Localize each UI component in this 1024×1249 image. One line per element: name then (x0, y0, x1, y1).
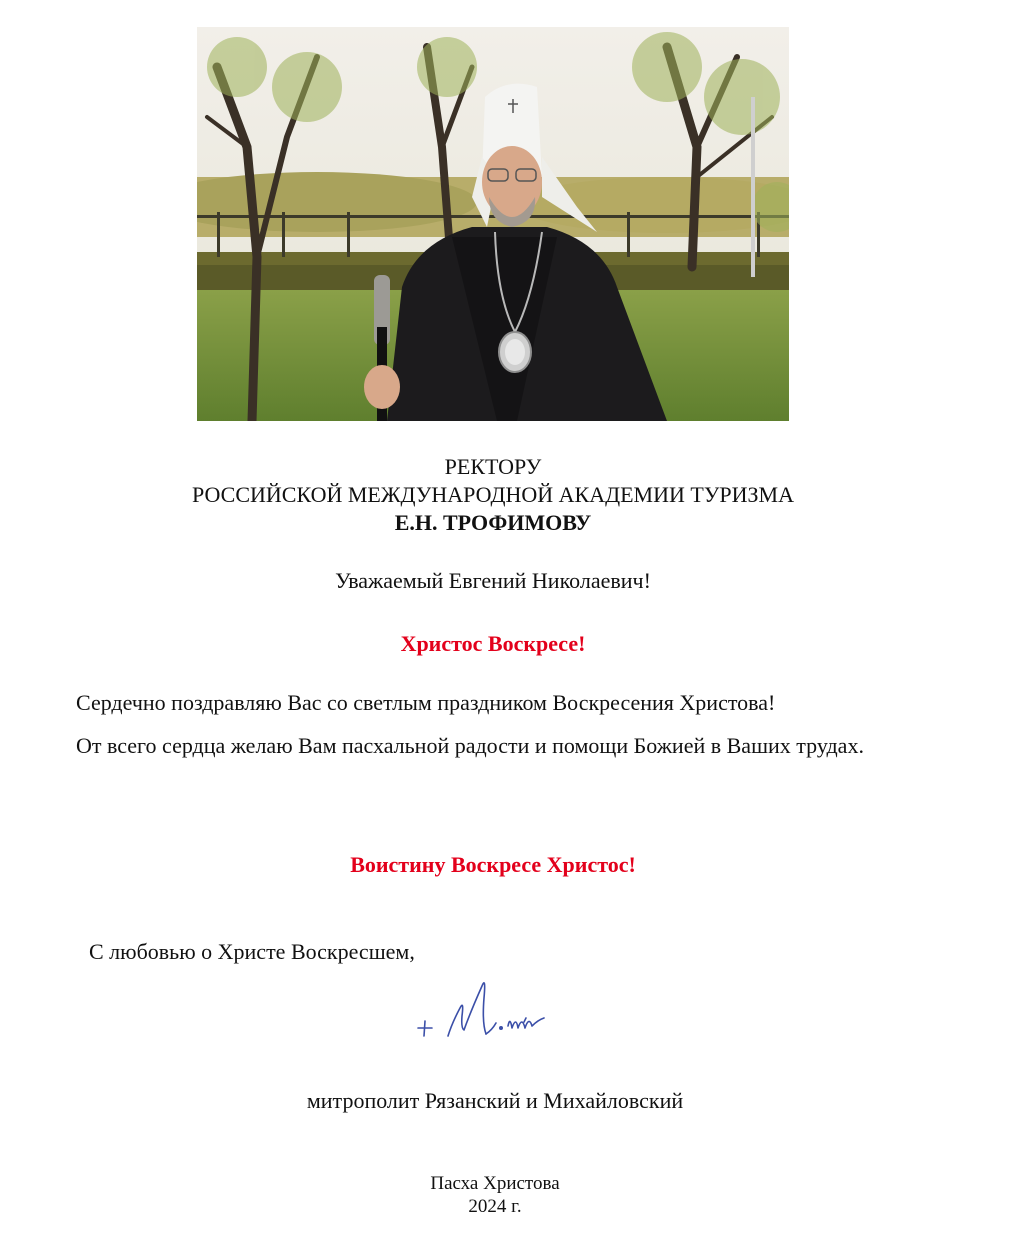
footer-year: 2024 г. (468, 1196, 522, 1217)
portrait-photo (197, 27, 789, 421)
recipient-name: Е.Н. ТРОФИМОВУ (394, 510, 592, 535)
easter-response: Воистину Воскресе Христос! (350, 852, 636, 877)
closing-phrase: С любовью о Христе Воскресшем, (89, 939, 415, 964)
easter-greeting: Христос Воскресе! (400, 631, 586, 656)
recipient-organization: РОССИЙСКОЙ МЕЖДУНАРОДНОЙ АКАДЕМИИ ТУРИЗМА (191, 482, 794, 507)
footer-occasion: Пасха Христова (430, 1173, 560, 1194)
handwritten-signature (412, 968, 552, 1048)
salutation: Уважаемый Евгений Николаевич! (335, 568, 651, 593)
recipient-title: РЕКТОРУ (444, 454, 542, 479)
body-paragraph-1: Сердечно поздравляю Вас со светлым праздником Воскресения Христова! (76, 690, 776, 715)
body-paragraph-2: От всего сердца желаю Вам пасхальной радости и помощи Божией в Ваших трудах. (76, 733, 864, 758)
signatory: митрополит Рязанский и Михайловский (306, 1088, 684, 1113)
